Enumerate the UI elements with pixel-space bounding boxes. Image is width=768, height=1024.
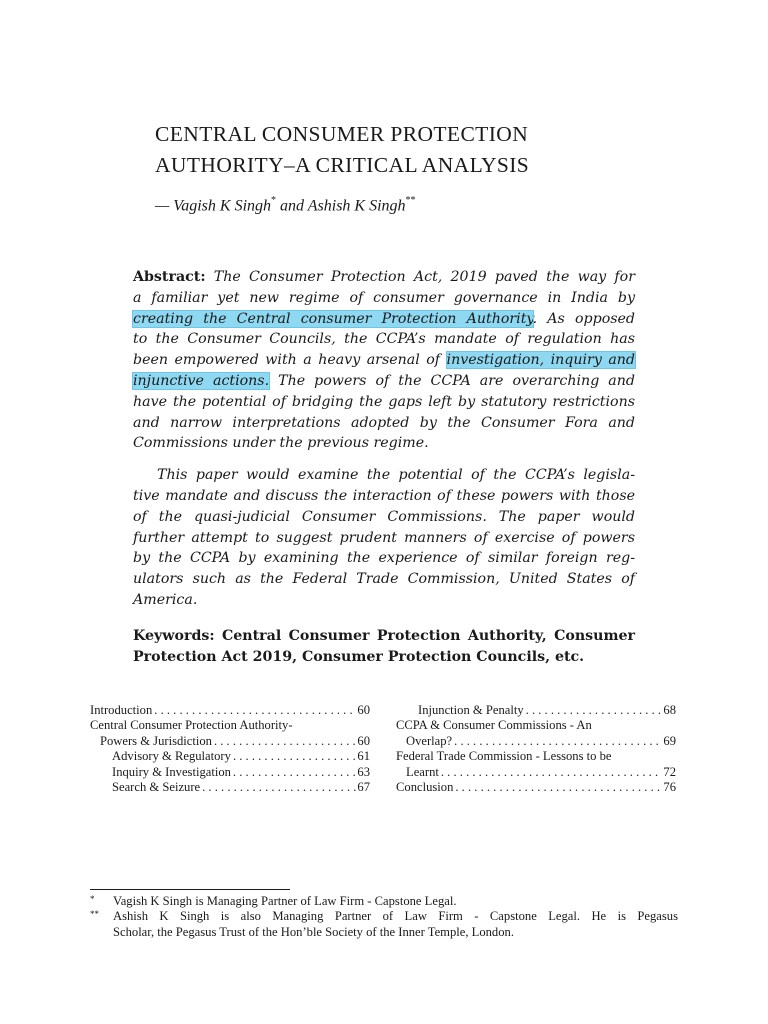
toc-entry[interactable] [396,703,676,718]
footnote-2 [90,909,678,940]
author-dash: — [155,197,174,215]
abstract-label: Abstract: [133,269,206,285]
toc-leader [231,749,356,764]
toc-entry[interactable] [90,734,370,749]
keywords-line: Protection Act 2019, Consumer Protection Councils, etc. [133,648,585,665]
toc-entry[interactable] [90,703,370,718]
abstract-text: The powers of the CCPA are overarching and [269,372,635,389]
table-of-contents-right [396,703,676,795]
toc-entry[interactable] [396,765,676,780]
toc-entry-page: 72 [663,764,676,779]
toc-entry[interactable] [396,734,676,749]
toc-leader [453,780,662,795]
footnote-mark: * [90,894,95,904]
abstract-text: . As opposed [532,310,635,327]
highlight-investigation[interactable]: investigation, inquiry and [446,352,636,369]
highlight-injunctive[interactable]: injunctive actions. [133,372,270,389]
toc-entry[interactable] [396,749,676,764]
toc-entry-page: 67 [357,780,370,795]
abstract-text: tive mandate and discuss the interaction of these powers with those [133,487,635,504]
keywords [133,626,635,668]
abstract-text: America. [133,591,198,608]
abstract-text: This paper would examine the potential of the CCPA’s legisla- [157,467,635,484]
toc-entry-title: Overlap? [406,733,453,748]
toc-entry-page: 76 [663,780,676,795]
toc-entry-title: Introduction [90,703,153,717]
author-conjunction: and [276,197,308,215]
toc-entry-page: 69 [663,733,676,748]
abstract-text: of the quasi-judicial Consumer Commissions. The paper would [133,508,635,525]
toc-entry-title: CCPA & Consumer Commissions - An [396,718,592,733]
toc-entry-title: Search & Seizure [112,780,201,795]
toc-entry-page: 68 [663,703,676,717]
toc-entry-title: Inquiry & Investigation [112,764,231,779]
footnote-text: Vagish K Singh is Managing Partner of Law Firm - Capstone Legal. [113,894,457,908]
footnote-text: Scholar, the Pegasus Trust of the Hon’ble Society of the Inner Temple, London. [113,924,514,939]
title-line-1: CENTRAL CONSUMER PROTECTION [155,122,529,146]
abstract-text: ulators such as the Federal Trade Commission, United States of [133,571,635,588]
toc-leader [152,703,356,718]
toc-leader [231,765,356,780]
toc-entry-title: Conclusion [396,780,454,795]
toc-entry-page: 61 [357,749,370,764]
toc-entry-page: 60 [357,733,370,748]
abstract-text: to the Consumer Councils, the CCPA’s mandate of regulation has [133,331,635,348]
toc-entry-title: Federal Trade Commission - Lessons to be [396,749,612,764]
footnote-mark: ** [90,909,99,920]
toc-entry[interactable] [396,718,676,733]
toc-entry-page: 60 [357,703,370,717]
footnote-divider [90,889,290,890]
author-2: Ashish K Singh [307,197,406,215]
abstract-text: and narrow interpretations adopted by the Consumer Fora and [133,414,635,431]
footnote-text: Ashish K Singh is also Managing Partner of Law Firm - Capstone Legal. He is Pegasus [113,909,678,924]
author-2-footnote-mark[interactable]: ** [405,195,416,206]
keywords-line: Keywords: Central Consumer Protection Authority, Consumer [133,628,635,644]
toc-entry-title: Learnt [406,764,439,779]
toc-entry-title: Injunction & Penalty [418,703,524,717]
abstract-text: Commissions under the previous regime. [133,435,429,452]
toc-leader [439,765,662,780]
abstract-text: a familiar yet new regime of consumer governance in India by [133,289,635,306]
toc-entry[interactable] [396,780,676,795]
toc-leader [200,780,356,795]
toc-entry[interactable] [90,780,370,795]
abstract [133,267,635,611]
abstract-text: further attempt to suggest prudent manners of exercise of powers [133,529,635,546]
toc-entry-title: Central Consumer Protection Authority- [90,718,293,733]
toc-entry[interactable] [90,718,370,733]
paper-title [155,119,675,181]
toc-entry[interactable] [90,765,370,780]
abstract-paragraph-1 [133,267,635,454]
author-1-footnote-mark[interactable]: * [271,195,277,206]
abstract-text: have the potential of bridging the gaps left by statutory restrictions [133,393,635,410]
abstract-paragraph-2 [133,465,635,611]
abstract-text: by the CCPA by examining the experience of similar foreign reg- [133,550,635,567]
toc-entry[interactable] [90,749,370,764]
author-line [155,196,416,215]
author-1: Vagish K Singh [173,197,272,215]
toc-leader [524,703,662,718]
table-of-contents-left [90,703,370,795]
abstract-text: been empowered with a heavy arsenal of [133,352,447,369]
title-line-2: AUTHORITY–A CRITICAL ANALYSIS [155,153,530,177]
toc-leader [452,734,662,749]
toc-entry-page: 63 [357,764,370,779]
highlight-ccpa-creation[interactable]: creating the Central consumer Protection Authority [133,310,533,327]
abstract-text: The Consumer Protection Act, 2019 paved the way for [205,269,635,285]
footnote-1 [90,894,678,909]
toc-leader [212,734,356,749]
footnotes [90,894,678,940]
toc-entry-title: Advisory & Regulatory [112,749,231,764]
toc-entry-title: Powers & Jurisdiction [100,733,212,748]
